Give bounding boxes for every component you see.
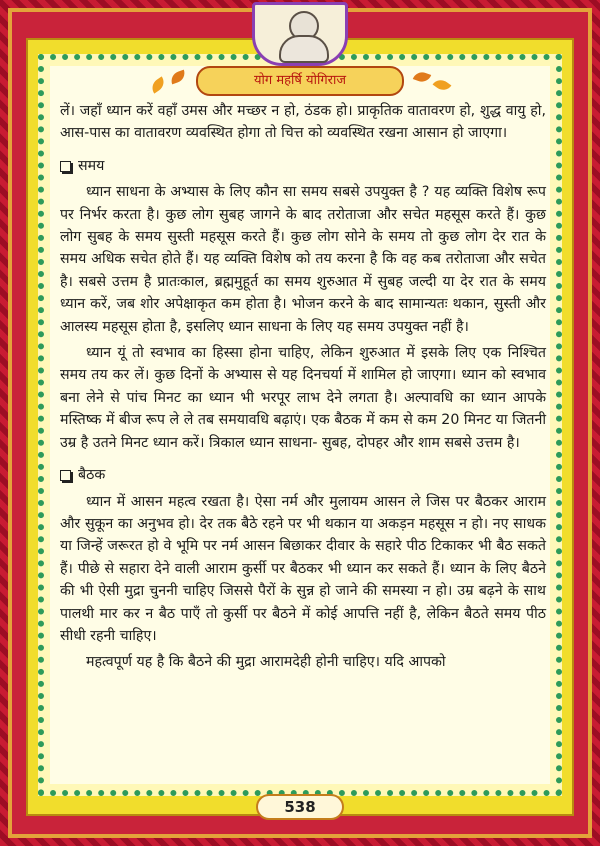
portrait-body-icon <box>279 35 329 63</box>
header-title: योग महर्षि योगिराज <box>254 73 346 88</box>
checkbox-square-icon <box>60 470 71 481</box>
checkbox-square-icon <box>60 161 71 172</box>
body-paragraph: ध्यान यूं तो स्वभाव का हिस्सा होना चाहिए, लेकिन शुरुआत में इसके लिए एक निश्चित समय तय कर लें। कुछ दिनों के अभ्यास से यह दिनचर्या में शामिल हो जाएगा। ध्यान को स्वभाव बना लेने से पांच मिनट का ध्यान भी भरपूर लाभ देने लगता है। अल्पावधि का ध्यान आपके मस्तिष्क में बीज रूप ले ले तब समयावधि बढ़ाएं। एक बैठक में कम से कम 20 मिनट या जितनी उम्र है उतने मिनट ध्यान करें। त्रिकाल ध्यान साधना- सुबह, दोपहर और शाम सबसे उत्तम है। <box>60 345 546 451</box>
section-heading-label: बैठक <box>78 467 106 484</box>
section-heading-label: समय <box>78 157 105 174</box>
section-heading-samay <box>60 155 546 177</box>
body-paragraph: महत्वपूर्ण यह है कि बैठने की मुद्रा आरामदेही होनी चाहिए। यदि आपको <box>86 654 446 671</box>
section-heading-baithak <box>60 464 546 486</box>
body-paragraph: ध्यान साधना के अभ्यास के लिए कौन सा समय सबसे उपयुक्त है ? यह व्यक्ति विशेष रूप पर निर्भर करता है। कुछ लोग सुबह जागने के बाद तरोताजा और सचेत महसूस करते हैं। कुछ लोग सुबह के समय सुस्ती महसूस करते हैं। कुछ लोग सोने के समय तो कुछ लोग देर रात के समय अधिक सचेत होते हैं। यह व्यक्ति विशेष को तय करना है कि वह कब तरोताजा और सचेत है। सबसे उत्तम है प्रातःकाल, ब्रह्ममुहूर्त का समय शुरुआत में सुबह जल्दी या देर रात के समय ध्यान करें, जब शोर अपेक्षाकृत कम होता है। भोजन करने के बाद सामान्यतः थकान, सुस्ती और आलस्य महसूस होता है, इसलिए ध्यान साधना के लिए यह समय उपयुक्त नहीं है। <box>60 184 546 335</box>
page-number-label: 538 <box>284 798 316 816</box>
guru-portrait-emblem <box>252 2 348 66</box>
page-body <box>60 100 546 678</box>
page-number <box>256 794 344 820</box>
header-title-badge <box>196 66 404 96</box>
body-paragraph: ध्यान में आसन महत्व रखता है। ऐसा नर्म और मुलायम आसन ले जिस पर बैठकर आराम और सुकून का अनुभव हो। देर तक बैठे रहने पर भी थकान या अकड़न महसूस न हो। नए साधक या जिन्हें जरूरत हो वे भूमि पर नर्म आसन बिछाकर दीवार के सहारे पीठ टिकाकर भी बैठ सकते हैं। पीछे से सहारा देने वाली आराम कुर्सी पर बैठकर भी ध्यान कर सकते हैं। ध्यान के लिए बैठने की भी ऐसी मुद्रा चुननी चाहिए जिससे पैरों के सुन्न हो जाने की समस्या न हो। उम्र बढ़ने के साथ पालथी मार कर न बैठ पाएँ तो कुर्सी पर बैठने में कोई आपत्ति नहीं है, लेकिन बैठते समय पीठ सीधी रहनी चाहिए। <box>60 493 546 644</box>
intro-paragraph: लें। जहाँ ध्यान करें वहाँ उमस और मच्छर न हो, ठंडक हो। प्राकृतिक वातावरण हो, शुद्ध वायु हो, आस-पास का वातावरण व्यवस्थित होगा तो चित्त को व्यवस्थित रखना आसान हो जाएगा। <box>60 103 546 142</box>
